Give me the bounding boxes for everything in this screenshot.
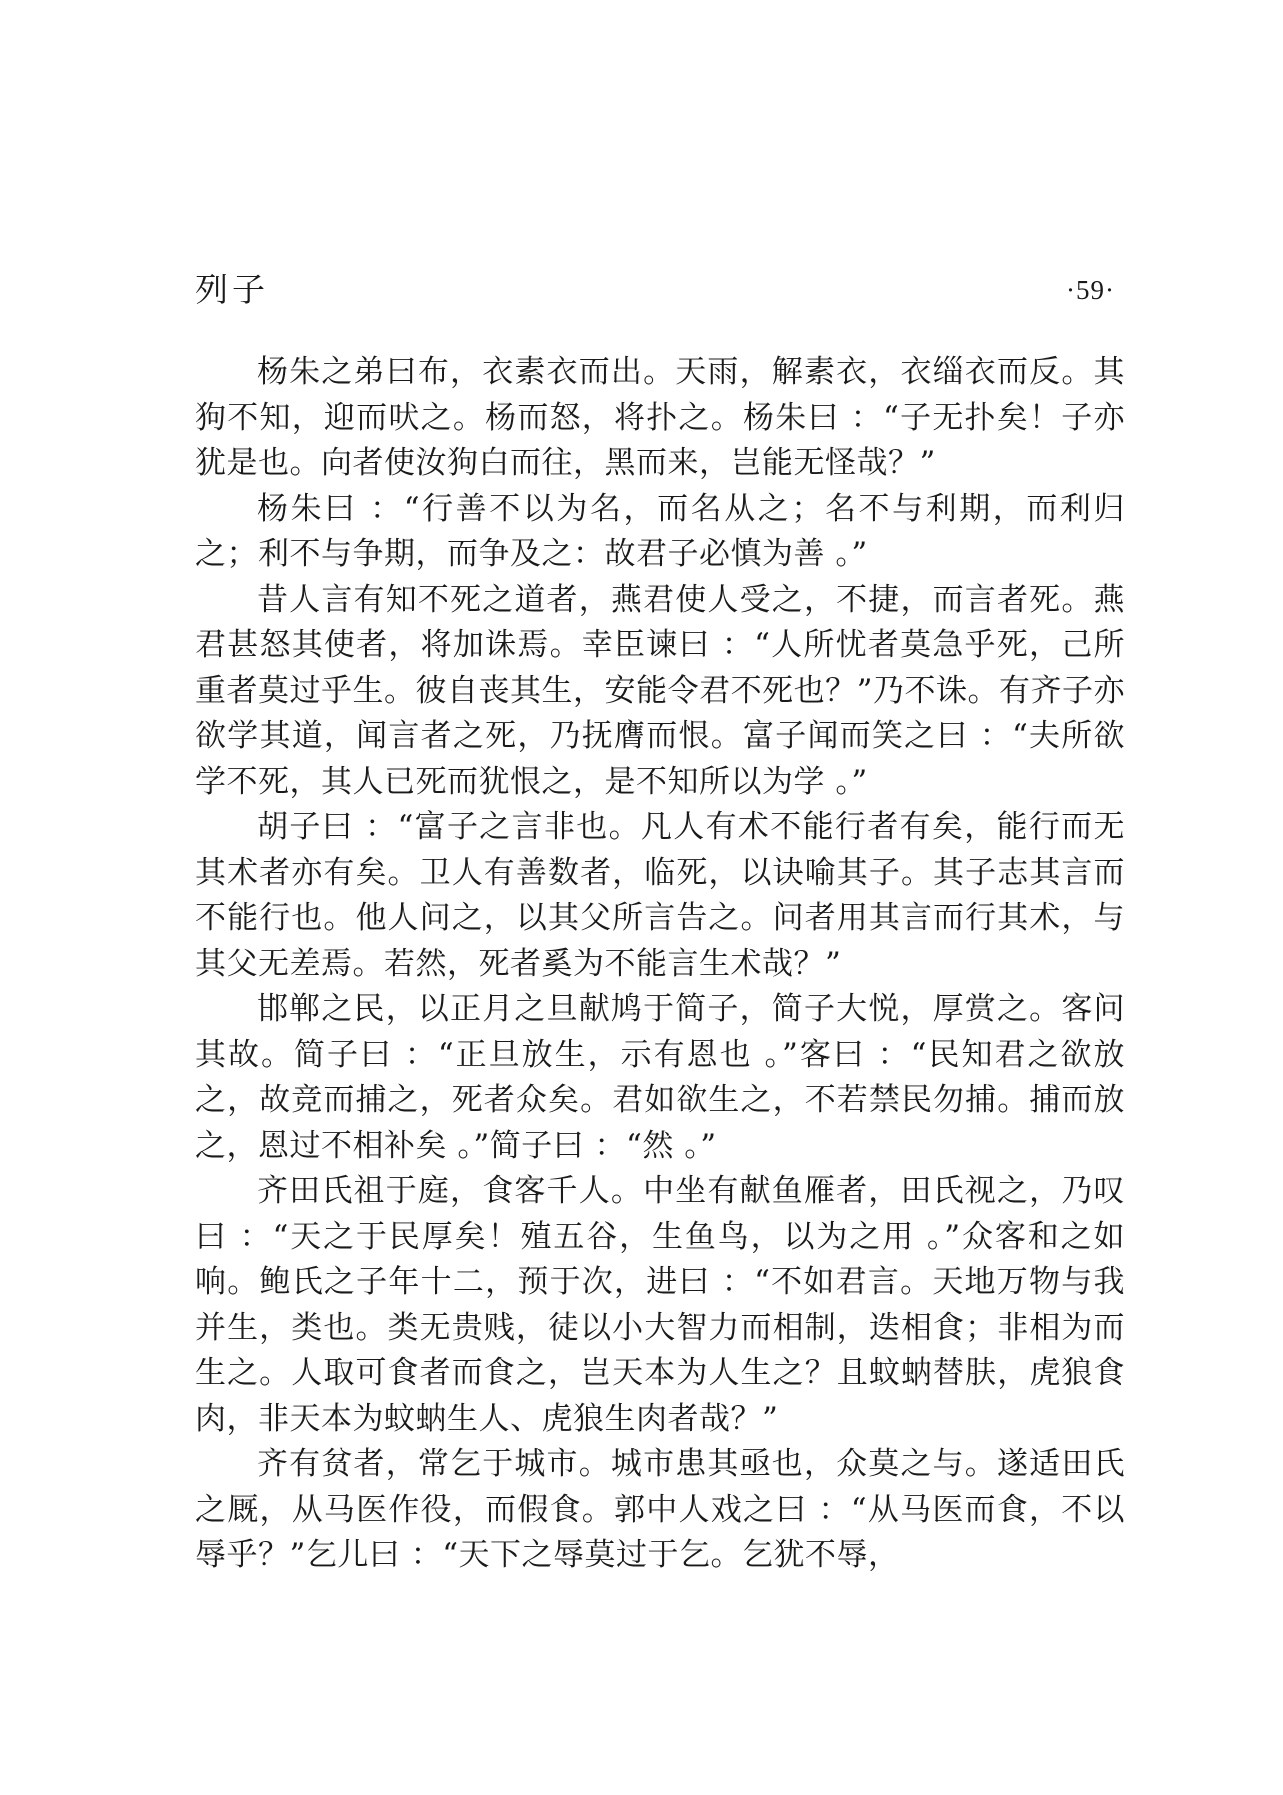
paragraph: 齐田氏祖于庭，食客千人。中坐有献鱼雁者，田氏视之，乃叹曰 ：“天之于民厚矣！殖五谷，生鱼鸟，以为之用 。”众客和之如响。鲍氏之子年十二，预于次，进曰 ：“不如君言。天地万物与我并生，类也。类无贵贱，徒以小大智力而相制，迭相食；非相为而生之。人取可食者而食之，岂天本为人生之？且蚊蚋替肤，虎狼食肉，非天本为蚊蚋生人、虎狼生肉者哉？” [195, 1173, 1125, 1437]
paragraph: 杨朱之弟曰布，衣素衣而出。天雨，解素衣，衣缁衣而反。其狗不知，迎而吠之。杨而怒，将扑之。杨朱曰 ：“子无扑矣！子亦犹是也。向者使汝狗白而往，黑而来，岂能无怪哉？” [195, 354, 1125, 481]
paragraph: 邯郸之民，以正月之旦献鸠于简子，简子大悦，厚赏之。客问其故。简子曰 ：“正旦放生，示有恩也 。”客曰 ：“民知君之欲放之，故竞而捕之，死者众矣。君如欲生之，不若禁民勿捕。捕而放之，恩过不相补矣 。”简子曰 ：“然 。” [195, 991, 1125, 1164]
paragraph: 齐有贫者，常乞于城市。城市患其亟也，众莫之与。遂适田氏之厩，从马医作役，而假食。郭中人戏之曰 ：“从马医而食，不以辱乎？”乞儿曰 ：“天下之辱莫过于乞。乞犹不辱， [195, 1446, 1125, 1573]
text-body [195, 350, 1125, 1579]
book-title: 列子 [195, 270, 269, 309]
page-number: ·59· [1066, 275, 1115, 305]
paragraph: 胡子曰 ：“富子之言非也。凡人有术不能行者有矣，能行而无其术者亦有矣。卫人有善数者，临死，以诀喻其子。其子志其言而不能行也。他人问之，以其父所言告之。问者用其言而行其术，与其父无差焉。若然，死者奚为不能言生术哉？” [195, 809, 1125, 982]
paragraph: 杨朱曰 ：“行善不以为名，而名从之；名不与利期，而利归之；利不与争期，而争及之：故君子必慎为善 。” [195, 490, 1125, 572]
running-header [195, 268, 1115, 312]
paragraph: 昔人言有知不死之道者，燕君使人受之，不捷，而言者死。燕君甚怒其使者，将加诛焉。幸臣谏曰 ：“人所忧者莫急乎死，己所重者莫过乎生。彼自丧其生，安能令君不死也？”乃不诛。有齐子亦欲学其道，闻言者之死，乃抚膺而恨。富子闻而笑之曰 ：“夫所欲学不死，其人已死而犹恨之，是不知所以为学 。” [195, 581, 1125, 800]
